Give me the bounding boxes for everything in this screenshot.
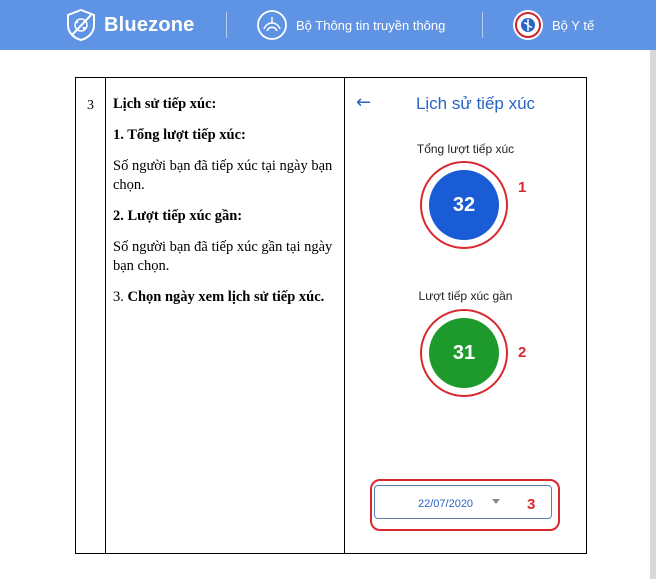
header-divider <box>226 12 227 38</box>
top-banner <box>0 0 656 50</box>
dropdown-caret-icon[interactable] <box>492 499 500 504</box>
row-number: 3 <box>87 98 94 113</box>
item3-title: Chọn ngày xem lịch sử tiếp xúc. <box>127 289 325 305</box>
item1-description: Số người bạn đã tiếp xúc tại ngày bạn chọn. <box>113 158 333 193</box>
close-contacts-count: 31 <box>429 318 499 388</box>
ministry-info-brand <box>256 0 445 50</box>
bluezone-name: Bluezone <box>104 13 195 36</box>
phone-screenshot <box>345 78 586 553</box>
instruction-table <box>75 77 587 554</box>
item3-prefix: 3. <box>113 289 124 305</box>
total-contacts-label: Tổng lượt tiếp xúc <box>416 142 515 156</box>
section-heading: Lịch sử tiếp xúc: <box>113 96 217 112</box>
ministry-health-emblem-icon <box>512 9 544 41</box>
table-row <box>76 78 587 554</box>
marker-2: 2 <box>518 344 527 361</box>
bluezone-shield-icon <box>66 9 96 41</box>
ministry-info-logo-icon <box>256 9 288 41</box>
bluezone-brand <box>66 0 195 50</box>
marker-3: 3 <box>527 496 536 513</box>
page-scroll-shade <box>650 50 656 579</box>
back-arrow-icon[interactable]: ← <box>356 92 372 113</box>
marker-1: 1 <box>518 179 527 196</box>
item2-description: Số người bạn đã tiếp xúc gần tại ngày bạn chọn. <box>113 239 333 274</box>
total-contacts-count: 32 <box>429 170 499 240</box>
selected-date[interactable]: 22/07/2020 <box>418 498 474 510</box>
screen-title: Lịch sử tiếp xúc <box>415 94 536 113</box>
item1-title: 1. Tổng lượt tiếp xúc: <box>113 127 246 143</box>
ministry-health-name: Bộ Y tế <box>552 17 595 33</box>
description-cell <box>106 78 345 554</box>
row-number-cell <box>76 78 106 554</box>
header-divider <box>482 12 483 38</box>
screenshot-cell <box>345 78 587 554</box>
ministry-info-name: Bộ Thông tin truyền thông <box>296 17 446 33</box>
ministry-health-brand <box>512 0 594 50</box>
close-contacts-label: Lượt tiếp xúc gần <box>418 289 513 303</box>
item2-title: 2. Lượt tiếp xúc gần: <box>113 208 243 224</box>
